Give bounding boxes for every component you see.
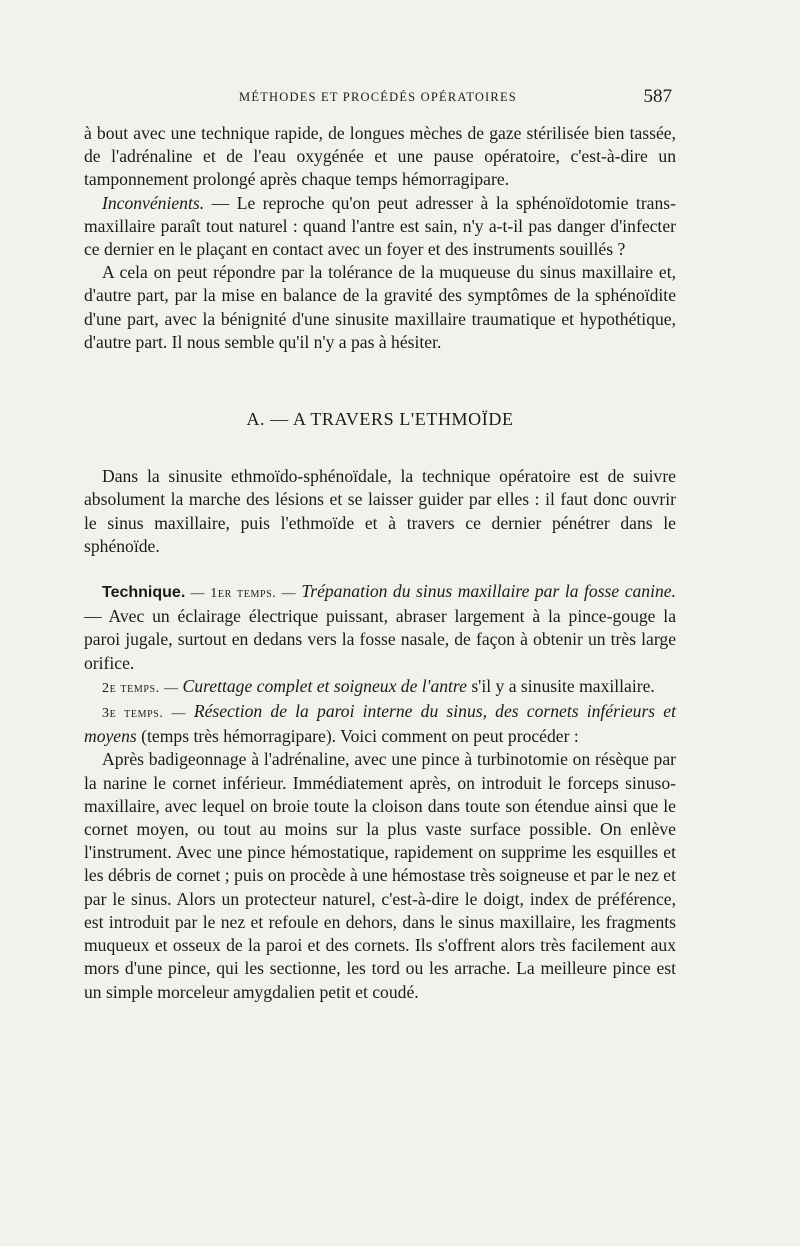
paragraph-step-3 <box>84 700 676 748</box>
step-1-label: — 1er temps. — <box>185 586 302 602</box>
running-header <box>84 86 672 110</box>
section-heading: A. — A TRAVERS L'ETHMOÏDE <box>246 409 514 430</box>
paragraph-inconvenients <box>84 192 676 262</box>
paragraph-technique <box>84 580 676 675</box>
step-3-title: Résection de la paroi interne du sinus, des cornets inférieurs et moyens <box>84 701 676 747</box>
step-2-text: s'il y a sinusite maxillaire. <box>466 675 655 696</box>
step-3-label: 3e temps. — <box>102 706 194 722</box>
step-1-title: Trépanation du sinus maxillaire par la fosse canine. <box>301 581 676 602</box>
body-text <box>84 122 676 1004</box>
paragraph-reply: A cela on peut répondre par la tolérance de la muqueuse du sinus maxillaire et, d'autre part, par la mise en balance de la gravité des symptômes de la sphénoïdite d'une part, avec la bénignité d'une sinusite maxillaire traumatique et hypothétique, d'autre part. Il nous semble qu'il n'y a pas à hésiter. <box>84 262 676 352</box>
paragraph-step-2 <box>84 675 676 700</box>
technique-label: Technique. <box>102 584 186 602</box>
paragraph-continuation: à bout avec une technique rapide, de longues mèches de gaze stérilisée bien tassée, de l'adrénaline et de l'eau oxygénée et une pause opératoire, c'est-à-dire un tamponnement prolongé après chaque temps hémorragipare. <box>84 123 676 190</box>
step-2-title: Curettage complet et soigneux de l'antre <box>182 675 467 696</box>
paragraph-ethmoido: Dans la sinusite ethmoïdo-sphénoïdale, la technique opératoire est de suivre absolument la marche des lésions et se laisser guider par elles : il faut donc ouvrir le sinus maxillaire, puis l'ethmoïde et à travers ce dernier pénétrer dans le sphénoïde. <box>84 466 676 556</box>
step-3-text: (temps très hémorragipare). Voici comment on peut procéder : <box>136 726 579 747</box>
running-title: MÉTHODES ET PROCÉDÉS OPÉRATOIRES <box>239 90 517 104</box>
page-number: 587 <box>643 86 672 107</box>
step-1-text: — Avec un éclairage électrique puissant, abraser largement à la pince-gouge la paroi jugale, surtout en dedans vers la fosse nasale, de façon à obtenir un très large orifice. <box>84 606 676 673</box>
step-2-label: 2e temps. — <box>102 680 183 696</box>
inconvenients-label: Inconvénients. <box>102 192 205 213</box>
inconvenients-text: — Le reproche qu'on peut adresser à la sphénoïdotomie trans-maxillaire paraît tout naturel : quand l'antre est sain, n'y a-t-il pas danger d'infecter ce dernier en le plaçant en contact avec un foyer et des instruments souillés ? <box>84 192 676 260</box>
paragraph-procedure: Après badigeonnage à l'adrénaline, avec une pince à turbinotomie on résèque par la narine le cornet inférieur. Immédiatement après, on introduit le forceps sinuso-maxillaire, avec lequel on broie toute la cloison dans toute son étendue ainsi que le cornet moyen, ou tout au moins sur la plus vaste surface possible. On enlève l'instrument. Avec une pince hémostatique, rapidement on supprime les esquilles et les débris de cornet ; puis on procède à une hémostase très soigneuse et par le nez et par le sinus. Alors un protecteur naturel, c'est-à-dire le doigt, index de préférence, est introduit par le nez et refoule en dehors, dans le sinus maxillaire, les fragments muqueux et osseux de la paroi et des cornets. Ils s'offrent alors très facilement aux mors d'une pince, qui les sectionne, les tord ou les arrache. La meilleure pince est un simple morceleur amygdalien petit et coudé. <box>84 749 676 1002</box>
